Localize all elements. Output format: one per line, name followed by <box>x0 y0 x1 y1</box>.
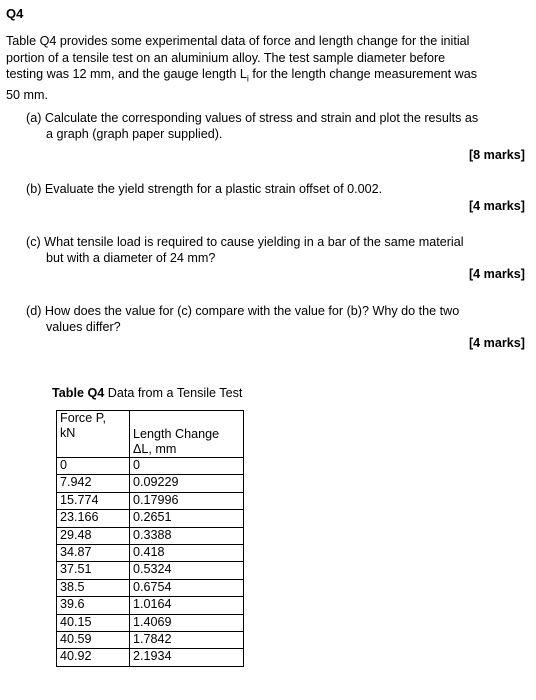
question-intro <box>6 33 526 104</box>
length-change-cell: 0.418 <box>130 544 244 561</box>
length-change-cell: 1.0164 <box>130 597 244 614</box>
force-cell: 40.15 <box>57 614 130 631</box>
part-c-line1: (c) What tensile load is required to cause yielding in a bar of the same material <box>26 235 464 249</box>
table-row <box>57 649 244 666</box>
part-d <box>26 303 526 335</box>
table-header-row <box>57 411 244 458</box>
intro-line: Table Q4 provides some experimental data of force and length change for the initial <box>6 34 470 48</box>
part-c <box>26 234 526 266</box>
force-cell: 40.92 <box>57 649 130 666</box>
table-row <box>57 527 244 544</box>
table-row <box>57 510 244 527</box>
table-row <box>57 614 244 631</box>
length-change-column-header <box>130 411 244 458</box>
force-cell: 40.59 <box>57 631 130 648</box>
force-column-header <box>57 411 130 458</box>
intro-line: 50 mm. <box>6 88 48 103</box>
table-row <box>57 631 244 648</box>
intro-text: for the length change measurement was <box>248 67 478 81</box>
table-row <box>57 475 244 492</box>
part-a <box>26 110 526 142</box>
table-row <box>57 597 244 614</box>
length-change-cell: 0 <box>130 458 244 475</box>
length-change-cell: 2.1934 <box>130 649 244 666</box>
force-cell: 15.774 <box>57 492 130 509</box>
part-b-line1: (b) Evaluate the yield strength for a plastic strain offset of 0.002. <box>26 182 383 196</box>
table-caption-text: Data from a Tensile Test <box>104 386 243 400</box>
force-cell: 23.166 <box>57 510 130 527</box>
force-cell: 7.942 <box>57 475 130 492</box>
force-cell: 34.87 <box>57 544 130 561</box>
part-d-marks: [4 marks] <box>468 336 525 350</box>
length-change-cell: 0.6754 <box>130 579 244 596</box>
length-change-cell: 1.4069 <box>130 614 244 631</box>
intro-text: testing was 12 mm, and the gauge length L <box>6 67 247 81</box>
part-d-line1: (d) How does the value for (c) compare with the value for (b)? Why do the two <box>26 304 460 318</box>
part-c-marks: [4 marks] <box>468 267 525 281</box>
intro-line <box>6 66 526 87</box>
part-d-line2: values differ? <box>46 320 121 334</box>
table-caption <box>52 386 242 400</box>
length-change-cell: 0.3388 <box>130 527 244 544</box>
table-row <box>57 579 244 596</box>
force-cell: 39.6 <box>57 597 130 614</box>
table-row <box>57 492 244 509</box>
table-body <box>57 458 244 667</box>
length-change-cell: 0.17996 <box>130 492 244 509</box>
length-change-cell: 0.2651 <box>130 510 244 527</box>
force-cell: 38.5 <box>57 579 130 596</box>
part-c-line2: but with a diameter of 24 mm? <box>46 251 216 265</box>
header-text: kN <box>60 426 76 440</box>
length-change-cell: 0.09229 <box>130 475 244 492</box>
table-row <box>57 544 244 561</box>
part-b <box>26 181 526 197</box>
length-change-cell: 1.7842 <box>130 631 244 648</box>
header-text: Length Change <box>133 427 220 441</box>
part-b-marks: [4 marks] <box>468 199 525 213</box>
intro-line: portion of a tensile test on an aluminium alloy. The test sample diameter before <box>6 50 446 65</box>
part-a-line1: (a) Calculate the corresponding values of stress and strain and plot the results as <box>26 111 479 125</box>
part-a-marks: [8 marks] <box>468 148 525 162</box>
force-cell: 29.48 <box>57 527 130 544</box>
tensile-data-table <box>56 410 244 667</box>
table-caption-label: Table Q4 <box>52 386 105 400</box>
table-row <box>57 458 244 475</box>
question-heading: Q4 <box>6 6 24 21</box>
force-cell: 37.51 <box>57 562 130 579</box>
subscript-i: i <box>246 73 249 84</box>
part-a-line2: a graph (graph paper supplied). <box>46 127 223 141</box>
force-cell: 0 <box>57 458 130 475</box>
header-text: ΔL, mm <box>133 442 177 456</box>
length-change-cell: 0.5324 <box>130 562 244 579</box>
header-text: Force P, <box>60 411 106 425</box>
table-row <box>57 562 244 579</box>
